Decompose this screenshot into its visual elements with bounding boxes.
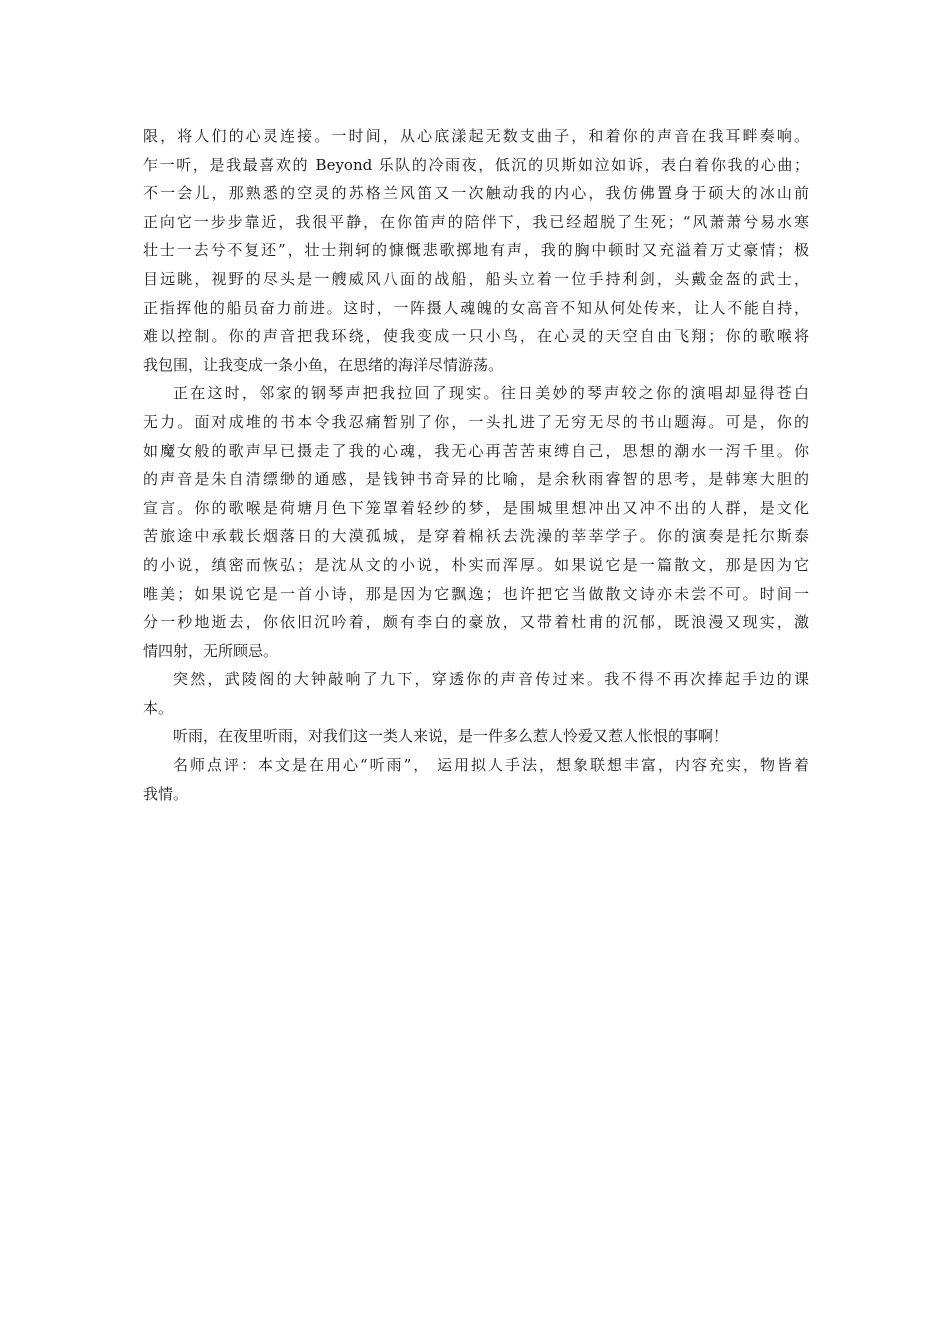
paragraph (143, 722, 809, 751)
text-line: 限，将人们的心灵连接。一时间，从心底漾起无数支曲子，和着你的声音在我耳畔奏响。 (143, 127, 809, 145)
text-line: 难以控制。你的声音把我环绕，使我变成一只小鸟，在心灵的天空自由飞翔；你的歌喉将 (143, 327, 809, 346)
text-line: 本。 (143, 698, 174, 717)
text-line: 正指挥他的船员奋力前进。这时，一阵摄人魂魄的女高音不知从何处传来，让人不能自持， (143, 298, 809, 317)
text-line: 壮士一去兮不复还”，壮士荆轲的慷慨悲歌掷地有声，我的胸中顿时又充溢着万丈豪情；极 (143, 241, 809, 260)
paragraph (143, 122, 809, 379)
text-line: 不一会儿，那熟悉的空灵的苏格兰风笛又一次触动我的内心，我仿佛置身于硕大的冰山前 (143, 184, 809, 203)
text-line: 分一秒地逝去，你依旧沉吟着，颇有李白的豪放，又带着杜甫的沉郁，既浪漫又现实，激 (143, 613, 809, 632)
text-line: 正向它一步步靠近，我很平静，在你笛声的陪伴下，我已经超脱了生死；“风萧萧兮易水寒 (143, 212, 809, 231)
paragraph (143, 665, 809, 722)
text-line: 我包围，让我变成一条小鱼，在思绪的海洋尽情游荡。 (143, 355, 504, 374)
text-line: 如魔女般的歌声早已摄走了我的心魂，我无心再苦苦束缚自己，思想的潮水一泻千里。你 (143, 441, 809, 460)
text-line: 唯美；如果说它是一首小诗，那是因为它飘逸；也许把它当做散文诗亦未尝不可。时间一 (143, 584, 809, 603)
text-line: 情四射，无所顾忌。 (143, 641, 279, 660)
text-line: 突然，武陵阁的大钟敲响了九下，穿透你的声音传过来。我不得不再次捧起手边的课 (173, 670, 809, 689)
text-line: 目远眺，视野的尽头是一艘威风八面的战船，船头立着一位手持利剑，头戴金盔的武士， (143, 269, 809, 288)
teacher-comment (143, 751, 809, 808)
text-line: 名师点评：本文是在用心“听雨”， 运用拟人手法，想象联想丰富，内容充实，物皆着 (173, 756, 809, 775)
text-line: 乍一听，是我最喜欢的 Beyond 乐队的冷雨夜，低沉的贝斯如泣如诉，表白着你我的心曲； (143, 155, 809, 174)
text-line: 听雨，在夜里听雨，对我们这一类人来说，是一件多么惹人怜爱又惹人怅恨的事啊！ (173, 727, 729, 746)
paragraph (143, 379, 809, 665)
essay-body (143, 122, 809, 808)
text-line: 苦旅途中承载长烟落日的大漠孤城，是穿着棉袄去洗澡的莘莘学子。你的演奏是托尔斯泰 (143, 527, 809, 546)
text-line: 的声音是朱自清缥缈的通感，是钱钟书奇异的比喻，是余秋雨睿智的思考，是韩寒大胆的 (143, 470, 809, 489)
text-line: 我情。 (143, 784, 189, 803)
text-line: 宣言。你的歌喉是荷塘月色下笼罩着轻纱的梦，是围城里想冲出又冲不出的人群，是文化 (143, 498, 809, 517)
text-line: 正在这时，邻家的钢琴声把我拉回了现实。往日美妙的琴声较之你的演唱却显得苍白 (173, 384, 809, 403)
text-line: 无力。面对成堆的书本令我忍痛暂别了你，一头扎进了无穷无尽的书山题海。可是，你的 (143, 412, 809, 431)
text-line: 的小说，缜密而恢弘；是沈从文的小说，朴实而浑厚。如果说它是一篇散文，那是因为它 (143, 555, 809, 574)
